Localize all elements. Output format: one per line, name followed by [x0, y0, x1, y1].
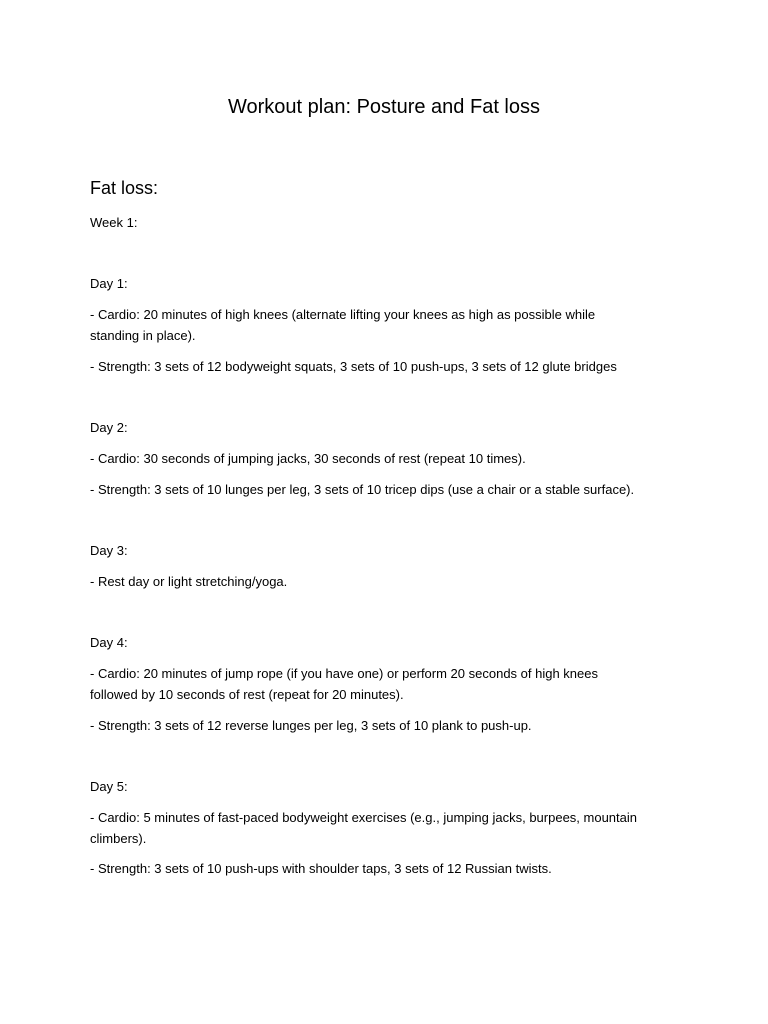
day-1-cardio-line-2: standing in place). [90, 328, 196, 343]
day-1-label: Day 1: [90, 276, 128, 291]
day-2-cardio-line: - Cardio: 30 seconds of jumping jacks, 30 seconds of rest (repeat 10 times). [90, 451, 526, 466]
day-3-label: Day 3: [90, 543, 128, 558]
day-3-note-line: - Rest day or light stretching/yoga. [90, 574, 288, 589]
day-5-cardio-line-1: - Cardio: 5 minutes of fast-paced bodyweight exercises (e.g., jumping jacks, burpees, mountain [90, 810, 637, 825]
day-5-label: Day 5: [90, 779, 128, 794]
section-heading-fat-loss: Fat loss: [90, 178, 159, 198]
day-4-strength-line: - Strength: 3 sets of 12 reverse lunges per leg, 3 sets of 10 plank to push-up. [90, 718, 532, 733]
day-2-strength-line: - Strength: 3 sets of 10 lunges per leg, 3 sets of 10 tricep dips (use a chair or a stable surface). [90, 482, 635, 497]
day-4-label: Day 4: [90, 635, 128, 650]
day-4-cardio-line-1: - Cardio: 20 minutes of jump rope (if you have one) or perform 20 seconds of high knees [90, 666, 598, 681]
day-4-cardio-line-2: followed by 10 seconds of rest (repeat for 20 minutes). [90, 687, 404, 702]
day-2-label: Day 2: [90, 420, 128, 435]
document-title: Workout plan: Posture and Fat loss [227, 96, 540, 118]
day-1-strength-line: - Strength: 3 sets of 12 bodyweight squats, 3 sets of 10 push-ups, 3 sets of 12 glute bridges [90, 359, 617, 374]
day-5-strength-line: - Strength: 3 sets of 10 push-ups with shoulder taps, 3 sets of 12 Russian twists. [90, 861, 552, 876]
day-5-cardio-line-2: climbers). [90, 831, 147, 846]
day-1-cardio-line-1: - Cardio: 20 minutes of high knees (alternate lifting your knees as high as possible while [90, 307, 596, 322]
week-label: Week 1: [90, 215, 138, 230]
